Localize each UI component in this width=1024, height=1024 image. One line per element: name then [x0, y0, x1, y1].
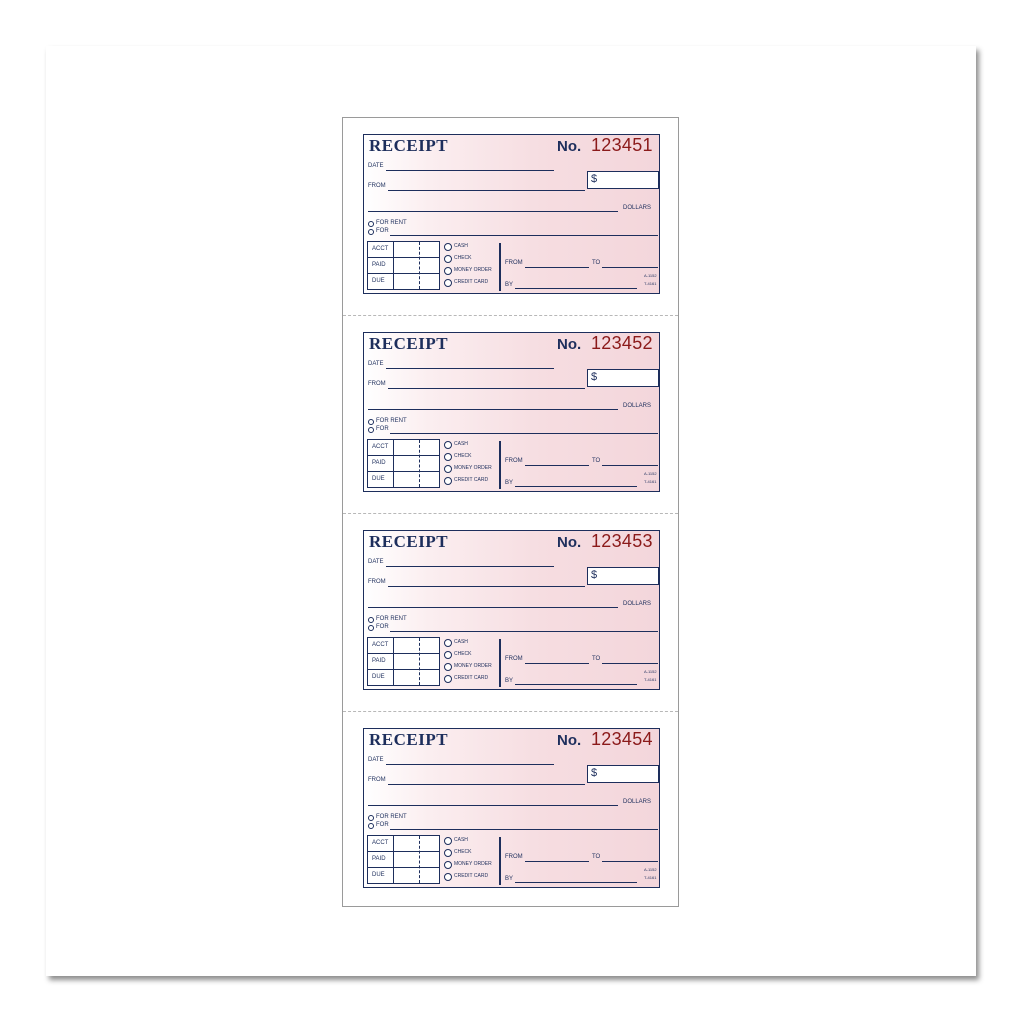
for-rent-radio[interactable] — [368, 617, 374, 623]
for-radio[interactable] — [368, 229, 374, 235]
check-label: CHECK — [454, 651, 472, 657]
date-label: DATE — [368, 361, 384, 367]
period-to-line[interactable] — [602, 663, 658, 664]
dollar-sign: $ — [591, 371, 598, 383]
period-to-line[interactable] — [602, 465, 658, 466]
period-from-label: FROM — [505, 260, 523, 266]
ledger-cents-divider — [419, 836, 420, 883]
credit-card-label: CREDIT CARD — [454, 279, 489, 285]
form-code: T-4161 — [644, 479, 657, 484]
ledger-divider — [368, 455, 439, 456]
check-label: CHECK — [454, 453, 472, 459]
money-order-radio[interactable] — [444, 861, 452, 869]
paid-label: PAID — [372, 856, 386, 862]
period-to-label: TO — [592, 260, 601, 266]
dollars-label: DOLLARS — [623, 601, 652, 607]
receipt-form-2 — [363, 332, 660, 492]
for-line[interactable] — [390, 235, 658, 236]
perforation-line — [343, 315, 678, 316]
dollar-sign: $ — [591, 569, 598, 581]
account-ledger — [367, 241, 440, 290]
acct-label: ACCT — [372, 840, 389, 846]
section-divider-bar — [499, 837, 501, 885]
for-rent-radio[interactable] — [368, 221, 374, 227]
dollars-written-line[interactable] — [368, 805, 618, 806]
by-label: BY — [505, 282, 514, 288]
for-rent-radio[interactable] — [368, 419, 374, 425]
from-line[interactable] — [388, 784, 585, 785]
ledger-divider — [393, 440, 394, 487]
period-from-label: FROM — [505, 854, 523, 860]
acct-label: ACCT — [372, 444, 389, 450]
credit-card-radio[interactable] — [444, 279, 452, 287]
amount-field[interactable] — [587, 369, 659, 387]
credit-card-radio[interactable] — [444, 477, 452, 485]
from-line[interactable] — [388, 388, 585, 389]
ledger-divider — [368, 273, 439, 274]
cash-radio[interactable] — [444, 441, 452, 449]
credit-card-radio[interactable] — [444, 675, 452, 683]
for-label: FOR — [376, 822, 389, 828]
period-to-line[interactable] — [602, 861, 658, 862]
ledger-cents-divider — [419, 638, 420, 685]
check-label: CHECK — [454, 255, 472, 261]
receipt-number-label: No. — [557, 534, 582, 551]
ledger-divider — [368, 851, 439, 852]
date-line[interactable] — [386, 170, 554, 171]
for-rent-label: FOR RENT — [376, 814, 407, 820]
dollar-sign: $ — [591, 767, 598, 779]
for-label: FOR — [376, 426, 389, 432]
form-code: A-1152 — [644, 273, 657, 278]
dollar-sign: $ — [591, 173, 598, 185]
receipt-form-1 — [363, 134, 660, 294]
receipt-form-4 — [363, 728, 660, 888]
from-label: FROM — [368, 777, 386, 783]
form-code: A-1152 — [644, 471, 657, 476]
ledger-divider — [368, 471, 439, 472]
ledger-divider — [368, 669, 439, 670]
due-label: DUE — [372, 674, 385, 680]
receipt-number: 123452 — [591, 333, 653, 353]
amount-field[interactable] — [587, 171, 659, 189]
cash-label: CASH — [454, 837, 468, 843]
date-label: DATE — [368, 163, 384, 169]
section-divider-bar — [499, 639, 501, 687]
ledger-divider — [393, 836, 394, 883]
acct-label: ACCT — [372, 246, 389, 252]
period-from-line[interactable] — [525, 465, 589, 466]
cash-radio[interactable] — [444, 639, 452, 647]
dollars-written-line[interactable] — [368, 607, 618, 608]
date-label: DATE — [368, 559, 384, 565]
credit-card-label: CREDIT CARD — [454, 873, 489, 879]
money-order-label: MONEY ORDER — [454, 267, 492, 273]
date-line[interactable] — [386, 368, 554, 369]
for-line[interactable] — [390, 433, 658, 434]
receipt-title: RECEIPT — [369, 532, 449, 551]
from-line[interactable] — [388, 190, 585, 191]
cash-radio[interactable] — [444, 837, 452, 845]
from-line[interactable] — [388, 586, 585, 587]
credit-card-label: CREDIT CARD — [454, 477, 489, 483]
period-from-line[interactable] — [525, 267, 589, 268]
credit-card-radio[interactable] — [444, 873, 452, 881]
amount-field[interactable] — [587, 765, 659, 783]
form-code: T-4161 — [644, 875, 657, 880]
by-line[interactable] — [515, 882, 637, 883]
paid-label: PAID — [372, 262, 386, 268]
from-label: FROM — [368, 381, 386, 387]
receipt-title: RECEIPT — [369, 730, 449, 749]
receipt-number: 123453 — [591, 531, 653, 551]
by-label: BY — [505, 480, 514, 486]
ledger-cents-divider — [419, 440, 420, 487]
money-order-radio[interactable] — [444, 267, 452, 275]
cash-radio[interactable] — [444, 243, 452, 251]
for-rent-radio[interactable] — [368, 815, 374, 821]
by-line[interactable] — [515, 288, 637, 289]
cash-label: CASH — [454, 441, 468, 447]
ledger-cents-divider — [419, 242, 420, 289]
cash-label: CASH — [454, 639, 468, 645]
by-line[interactable] — [515, 684, 637, 685]
receipt-book-page — [342, 117, 679, 907]
credit-card-label: CREDIT CARD — [454, 675, 489, 681]
period-from-label: FROM — [505, 656, 523, 662]
section-divider-bar — [499, 441, 501, 489]
receipt-number-label: No. — [557, 732, 582, 749]
for-radio[interactable] — [368, 625, 374, 631]
dollars-written-line[interactable] — [368, 409, 618, 410]
for-rent-label: FOR RENT — [376, 220, 407, 226]
period-to-line[interactable] — [602, 267, 658, 268]
ledger-divider — [368, 867, 439, 868]
check-label: CHECK — [454, 849, 472, 855]
money-order-label: MONEY ORDER — [454, 663, 492, 669]
period-to-label: TO — [592, 458, 601, 464]
receipt-number: 123451 — [591, 135, 653, 155]
for-radio[interactable] — [368, 427, 374, 433]
form-code: A-1152 — [644, 669, 657, 674]
check-radio[interactable] — [444, 849, 452, 857]
from-label: FROM — [368, 579, 386, 585]
ledger-divider — [368, 653, 439, 654]
check-radio[interactable] — [444, 651, 452, 659]
form-code: A-1152 — [644, 867, 657, 872]
ledger-divider — [393, 242, 394, 289]
due-label: DUE — [372, 872, 385, 878]
money-order-label: MONEY ORDER — [454, 465, 492, 471]
receipt-number-label: No. — [557, 336, 582, 353]
due-label: DUE — [372, 476, 385, 482]
for-radio[interactable] — [368, 823, 374, 829]
dollars-label: DOLLARS — [623, 799, 652, 805]
check-radio[interactable] — [444, 255, 452, 263]
by-label: BY — [505, 876, 514, 882]
section-divider-bar — [499, 243, 501, 291]
from-label: FROM — [368, 183, 386, 189]
paid-label: PAID — [372, 460, 386, 466]
account-ledger — [367, 637, 440, 686]
form-code: T-4161 — [644, 677, 657, 682]
period-from-label: FROM — [505, 458, 523, 464]
receipt-title: RECEIPT — [369, 334, 449, 353]
period-to-label: TO — [592, 656, 601, 662]
date-label: DATE — [368, 757, 384, 763]
by-label: BY — [505, 678, 514, 684]
by-line[interactable] — [515, 486, 637, 487]
money-order-radio[interactable] — [444, 663, 452, 671]
due-label: DUE — [372, 278, 385, 284]
account-ledger — [367, 439, 440, 488]
money-order-label: MONEY ORDER — [454, 861, 492, 867]
for-line[interactable] — [390, 829, 658, 830]
for-rent-label: FOR RENT — [376, 616, 407, 622]
ledger-divider — [393, 638, 394, 685]
receipt-number: 123454 — [591, 729, 653, 749]
receipt-number-label: No. — [557, 138, 582, 155]
acct-label: ACCT — [372, 642, 389, 648]
money-order-radio[interactable] — [444, 465, 452, 473]
for-label: FOR — [376, 228, 389, 234]
account-ledger — [367, 835, 440, 884]
for-label: FOR — [376, 624, 389, 630]
receipt-form-3 — [363, 530, 660, 690]
period-from-line[interactable] — [525, 861, 589, 862]
period-from-line[interactable] — [525, 663, 589, 664]
date-line[interactable] — [386, 764, 554, 765]
amount-field[interactable] — [587, 567, 659, 585]
perforation-line — [343, 513, 678, 514]
ledger-divider — [368, 257, 439, 258]
date-line[interactable] — [386, 566, 554, 567]
receipt-title: RECEIPT — [369, 136, 449, 155]
paid-label: PAID — [372, 658, 386, 664]
period-to-label: TO — [592, 854, 601, 860]
dollars-label: DOLLARS — [623, 205, 652, 211]
for-rent-label: FOR RENT — [376, 418, 407, 424]
form-code: T-4161 — [644, 281, 657, 286]
perforation-line — [343, 711, 678, 712]
for-line[interactable] — [390, 631, 658, 632]
check-radio[interactable] — [444, 453, 452, 461]
cash-label: CASH — [454, 243, 468, 249]
dollars-written-line[interactable] — [368, 211, 618, 212]
dollars-label: DOLLARS — [623, 403, 652, 409]
